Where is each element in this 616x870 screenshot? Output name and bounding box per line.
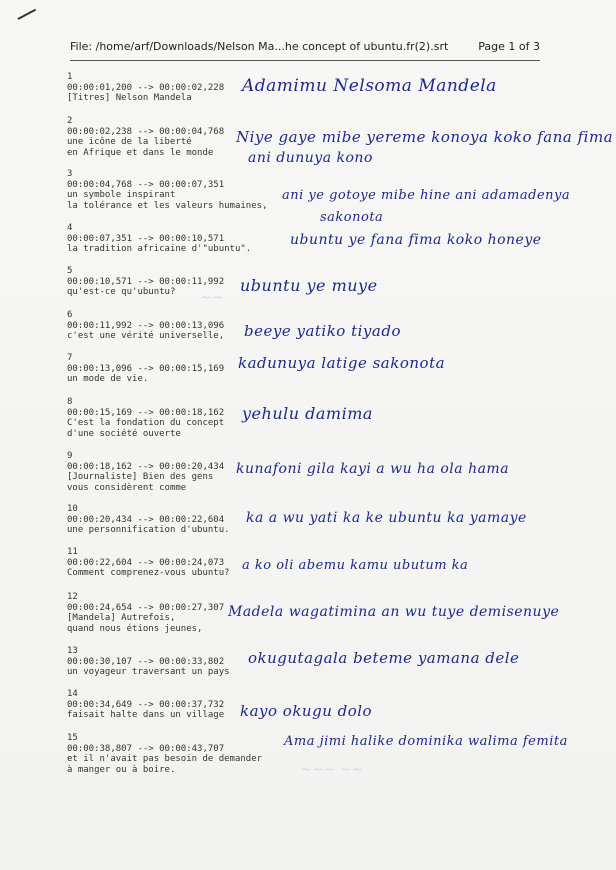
handwritten-translation-9: kunafoni gila kayi a wu ha ola hama [236,461,510,477]
handwritten-translation-8: yehulu damima [242,404,373,423]
subtitle-entry-9 [67,451,224,493]
entry-time: 00:00:13,096 --> 00:00:15,169 [67,363,225,374]
entry-number: 15 [67,733,78,743]
header-rule [70,60,540,61]
entry-text: la tradition africaine d'"ubuntu". [67,244,252,254]
pen-mark [18,9,37,20]
entry-number: 3 [67,169,73,179]
entry-time: 00:00:02,238 --> 00:00:04,768 [67,126,225,137]
handwritten-translation-10: ka a wu yati ka ke ubuntu ka yamaye [246,510,527,526]
handwritten-translation-6: beeye yatiko tiyado [244,322,401,340]
entry-text: un voyageur traversant un pays [67,667,230,677]
entry-number: 10 [67,504,78,514]
entry-time: 00:00:20,434 --> 00:00:22,604 [67,514,225,525]
entry-text: [Titres] Nelson Mandela [67,93,192,103]
handwritten-translation-11: a ko oli abemu kamu ubutum ka [242,558,469,573]
handwritten-translation-3b: sakonota [320,210,384,225]
entry-time: 00:00:24,654 --> 00:00:27,307 [67,602,225,613]
entry-text: Comment comprenez-vous ubuntu? [67,568,230,578]
subtitle-entry-8 [67,397,224,439]
entry-time: 00:00:04,768 --> 00:00:07,351 [67,179,225,190]
entry-time: 00:00:30,107 --> 00:00:33,802 [67,656,225,667]
entry-text: un mode de vie. [67,374,149,384]
handwritten-translation-3: ani ye gotoye mibe hine ani adamadenya [282,188,571,203]
handwritten-translation-13: okugutagala beteme yamana dele [248,649,520,667]
subtitle-entry-14 [67,689,224,721]
entry-text: et il n'avait pas besoin de demander à manger ou à boire. [67,754,263,775]
entry-number: 11 [67,547,78,557]
subtitle-entry-4 [67,223,251,255]
entry-text: qu'est-ce qu'ubuntu? [67,287,176,297]
subtitle-entry-12 [67,592,224,634]
entry-time: 00:00:11,992 --> 00:00:13,096 [67,320,225,331]
subtitle-entry-11 [67,547,230,579]
entry-text: une personnification d'ubuntu. [67,525,230,535]
subtitle-entry-15 [67,733,262,775]
entry-number: 14 [67,689,78,699]
entry-text: une icône de la liberté en Afrique et dans le monde [67,137,214,158]
show-through-smudge: ~~~ ~~ [300,762,364,778]
handwritten-translation-14: kayo okugu dolo [240,702,373,720]
file-path: File: /home/arf/Downloads/Nelson Ma...he concept of ubuntu.fr(2).srt [70,40,449,53]
entry-number: 5 [67,266,73,276]
handwritten-translation-2b: ani dunuya kono [248,150,373,166]
entry-number: 12 [67,592,78,602]
entry-time: 00:00:22,604 --> 00:00:24,073 [67,557,225,568]
entry-text: C'est la fondation du concept d'une société ouverte [67,418,225,439]
subtitle-entry-7 [67,353,224,385]
entry-number: 4 [67,223,73,233]
handwritten-translation-2: Niye gaye mibe yereme konoya koko fana fima [236,128,614,146]
page-number: Page 1 of 3 [478,40,540,53]
handwritten-translation-15: Ama jimi halike dominika walima femita [284,734,568,749]
entry-text: un symbole inspirant la tolérance et les valeurs humaines, [67,190,268,211]
handwritten-translation-1: Adamimu Nelsoma Mandela [242,76,497,96]
handwritten-translation-4: ubuntu ye fana fima koko honeye [290,232,542,248]
entry-number: 8 [67,397,73,407]
entry-time: 00:00:10,571 --> 00:00:11,992 [67,276,225,287]
handwritten-translation-5: ubuntu ye muye [240,276,378,295]
entry-number: 13 [67,646,78,656]
entry-text: faisait halte dans un village [67,710,225,720]
entry-number: 2 [67,116,73,126]
entry-number: 9 [67,451,73,461]
entry-number: 1 [67,72,73,82]
subtitle-entry-3 [67,169,267,211]
subtitle-entry-6 [67,310,224,342]
subtitle-entry-2 [67,116,224,158]
entry-text: c'est une vérité universelle, [67,331,225,341]
entry-time: 00:00:01,200 --> 00:00:02,228 [67,82,225,93]
subtitle-entry-10 [67,504,230,536]
entry-time: 00:00:38,807 --> 00:00:43,707 [67,743,225,754]
entry-time: 00:00:34,649 --> 00:00:37,732 [67,699,225,710]
entry-time: 00:00:18,162 --> 00:00:20,434 [67,461,225,472]
entry-text: [Journaliste] Bien des gens vous considèrent comme [67,472,214,493]
entry-text: [Mandela] Autrefois, quand nous étions jeunes, [67,613,203,634]
entry-number: 7 [67,353,73,363]
entry-time: 00:00:07,351 --> 00:00:10,571 [67,233,225,244]
handwritten-translation-7: kadunuya latige sakonota [238,354,446,372]
entry-time: 00:00:15,169 --> 00:00:18,162 [67,407,225,418]
show-through-smudge: ~~ [200,290,224,306]
subtitle-entry-1 [67,72,224,104]
entry-number: 6 [67,310,73,320]
subtitle-entry-13 [67,646,230,678]
handwritten-translation-12: Madela wagatimina an wu tuye demisenuye [228,604,560,620]
